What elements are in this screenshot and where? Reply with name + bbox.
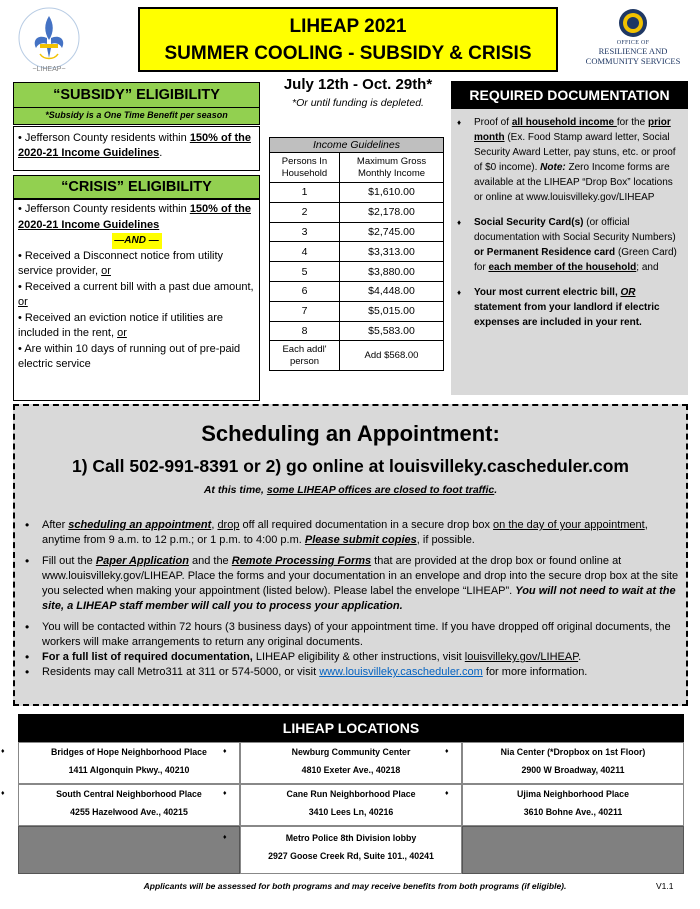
col-income-header: Maximum Gross Monthly Income	[340, 153, 444, 183]
doc1-note-label: Note:	[540, 162, 566, 173]
table-row	[270, 222, 444, 242]
location-name: ♦ Bridges of Hope Neighborhood Place	[19, 743, 239, 761]
location-card	[240, 742, 462, 784]
liheap-link[interactable]: louisvilleky.gov/LIHEAP	[464, 651, 579, 663]
table-row	[270, 301, 444, 321]
or-text: or	[18, 296, 28, 308]
income-guidelines-table	[269, 137, 444, 371]
location-name: ♦ South Central Neighborhood Place	[19, 785, 239, 803]
doc2-f: ; and	[636, 262, 659, 273]
location-card	[18, 742, 240, 784]
version-label: V1.1	[656, 881, 674, 891]
income-table-caption: Income Guidelines	[270, 138, 444, 153]
b4-a: For a full list of required documentation,	[42, 651, 253, 663]
table-row	[270, 341, 444, 371]
doc3-b: statement from your landlord if electric expenses are included in your rent.	[474, 302, 660, 328]
income-cell: $1,610.00	[340, 183, 444, 203]
location-name: ♦ Ujima Neighborhood Place	[463, 785, 683, 803]
location-address: 4255 Hazelwood Ave., 40215	[70, 807, 188, 817]
income-cell: $2,178.00	[340, 202, 444, 222]
location-name: ♦ Newburg Community Center	[241, 743, 461, 761]
addl-person-value: Add $568.00	[340, 341, 444, 371]
doc1-b: all household income	[511, 117, 617, 128]
subsidy-item-emph: 150% of the 2020-21 Income Guidelines	[18, 132, 251, 159]
b1-b: scheduling an appointment	[68, 519, 212, 531]
income-cell: $2,745.00	[340, 222, 444, 242]
crisis-item-5-text: Are within 10 days of running out of pre-paid electric service	[18, 342, 241, 370]
program-dates-note: *Or until funding is depleted.	[292, 97, 424, 109]
crisis-item-4: • Received an eviction notice if utilities are included in the rent, or	[18, 311, 224, 339]
list-item	[23, 665, 683, 680]
b1-e: off all required documentation in a secure drop box	[239, 519, 494, 531]
income-cell: $5,583.00	[340, 321, 444, 341]
locations-grid	[18, 742, 684, 874]
list-item	[23, 518, 683, 548]
b2-e: that are provided at the drop box or found online at www.louisvilleky.gov/LIHEAP. Place the forms and your documentation in an envelope and drop into the secure drop box at the site you selected when making your appointment (listed below). Please label the envelope “LIHEAP”.	[42, 555, 679, 597]
crisis-item-1: • Jefferson County residents within 150% of the 2020-21 Income Guidelines	[18, 203, 251, 231]
col-persons-header: Persons In Household	[270, 153, 340, 183]
location-name: ♦ Metro Police 8th Division lobby	[241, 829, 461, 847]
crisis-heading: “CRISIS” ELIGIBILITY	[13, 175, 260, 199]
crisis-criteria	[13, 199, 260, 401]
required-docs-heading: REQUIRED DOCUMENTATION	[451, 81, 688, 109]
b3: You will be contacted within 72 hours (3 business days) of your appointment time. If you have dropped off original documents, the workers will make arrangements to return any original documents.	[42, 621, 671, 648]
list-item	[457, 215, 680, 275]
list-item	[23, 554, 683, 614]
rcs-logo	[578, 8, 688, 78]
persons-cell: 6	[270, 281, 340, 301]
persons-cell: 3	[270, 222, 340, 242]
list-item	[457, 115, 680, 205]
scheduling-section	[13, 404, 688, 706]
empty-cell	[18, 826, 240, 874]
doc1-note: Zero Income forms are available at the LIHEAP “Drop Box” locations or online at www.louisvilleky.gov/LIHEAP	[474, 162, 673, 203]
subsidy-item-text: Jefferson County residents within	[24, 132, 190, 144]
b1-g: , anytime from 9 a.m. to 12 p.m.; or 1 p.m. to 4:00 p.m.	[42, 519, 648, 546]
crisis-item-3: • Received a current bill with a past due amount, or	[18, 280, 254, 308]
crisis-item-2-text: Received a Disconnect notice from utility service provider,	[18, 249, 224, 277]
note-c: .	[494, 484, 498, 496]
or-text: or	[101, 265, 111, 277]
persons-cell: 5	[270, 262, 340, 282]
location-address: 3610 Bohne Ave., 40211	[523, 807, 623, 817]
scheduling-subtitle: 1) Call 502-991-8391 or 2) go online at louisvilleky.cascheduler.com	[72, 456, 629, 476]
crisis-item-3-text: Received a current bill with a past due amount,	[24, 280, 254, 293]
doc1-a: Proof of	[474, 117, 512, 128]
locations-heading: LIHEAP LOCATIONS	[18, 714, 684, 742]
persons-cell: 8	[270, 321, 340, 341]
scheduling-note	[15, 484, 686, 496]
location-card	[240, 826, 462, 874]
location-address: 4810 Exeter Ave., 40218	[301, 765, 401, 775]
footer-note: Applicants will be assessed for both programs and may receive benefits from both programs (if eligible).	[143, 881, 567, 891]
page-title	[138, 7, 558, 72]
note-a: At this time,	[203, 484, 267, 496]
location-address: 3410 Lees Ln, 40216	[308, 807, 394, 817]
b4-b: LIHEAP eligibility & other instructions, visit	[252, 651, 465, 663]
logo-office: OFFICE OF	[616, 40, 650, 46]
crisis-item-1-emph: 150% of the 2020-21 Income Guidelines	[18, 203, 251, 231]
location-card	[462, 784, 684, 826]
crisis-item-1-text: Jefferson County residents within	[24, 203, 190, 215]
doc2-c: or Permanent Residence card	[474, 247, 616, 258]
table-row	[270, 262, 444, 282]
b2-a: Fill out the	[42, 555, 96, 567]
table-row	[270, 183, 444, 203]
city-seal-icon	[618, 8, 648, 38]
persons-cell: 4	[270, 242, 340, 262]
logo-org-line2: COMMUNITY SERVICES	[585, 56, 681, 66]
scheduling-instructions	[23, 518, 683, 680]
empty-cell	[462, 826, 684, 874]
addl-person-label: Each addl' person	[270, 341, 340, 371]
persons-cell: 7	[270, 301, 340, 321]
title-line1: LIHEAP 2021	[289, 16, 407, 37]
doc2-e: each member of the household	[488, 262, 637, 273]
location-address: 2927 Goose Creek Rd, Suite 101., 40241	[268, 851, 434, 861]
income-cell: $3,313.00	[340, 242, 444, 262]
and-separator: —AND —	[112, 233, 162, 249]
persons-cell: 2	[270, 202, 340, 222]
b2-c: and the	[188, 555, 232, 567]
liheap-logo-text: ~LIHEAP~	[32, 66, 66, 73]
subsidy-subheading: *Subsidy is a One Time Benefit per season	[13, 108, 260, 125]
income-cell: $4,448.00	[340, 281, 444, 301]
location-name: ♦ Nia Center (*Dropbox on 1st Floor)	[463, 743, 683, 761]
doc1-d: prior month	[474, 117, 671, 143]
subsidy-heading: “SUBSIDY” ELIGIBILITY	[13, 82, 260, 108]
b1-c: ,	[211, 519, 218, 531]
doc3-a: Your most current electric bill,	[474, 287, 621, 298]
location-card	[462, 742, 684, 784]
location-card	[18, 784, 240, 826]
title-line2: SUMMER COOLING - SUBSIDY & CRISIS	[164, 43, 532, 64]
b5-a: Residents may call Metro311 at 311 or 574-5000, or visit	[42, 666, 320, 678]
doc2-b: (or official documentation with Social Security Numbers)	[474, 217, 676, 243]
b2-f: You will not need to wait at the site, a LIHEAP staff member will call you to process your application.	[42, 585, 676, 612]
doc1-e: (Ex. Food Stamp award letter, Social Security Award Letter, pay stuns, etc. or proof of $0 income).	[474, 132, 676, 173]
list-item	[23, 620, 683, 650]
b5-b: for more information.	[482, 666, 588, 678]
location-name: ♦ Cane Run Neighborhood Place	[241, 785, 461, 803]
b1-i: , if possible.	[416, 534, 475, 546]
required-docs-list	[451, 109, 688, 395]
income-cell: $5,015.00	[340, 301, 444, 321]
b1-f: on the day of your appointment	[493, 519, 645, 531]
table-row	[270, 202, 444, 222]
b2-b: Paper Application	[95, 555, 189, 567]
list-item	[457, 285, 680, 330]
b2-d: Remote Processing Forms	[231, 555, 372, 567]
table-row	[270, 281, 444, 301]
crisis-item-5: • Are within 10 days of running out of pre-paid electric service	[18, 342, 241, 370]
list-item	[23, 650, 683, 665]
crisis-item-4-text: Received an eviction notice if utilities are included in the rent,	[18, 311, 224, 339]
cascheduler-link[interactable]: www.louisvilleky.cascheduler.com	[319, 666, 483, 678]
doc1-c: for the	[616, 117, 648, 128]
doc2-d: (Green Card) for	[474, 247, 677, 273]
doc2-a: Social Security Card(s)	[474, 217, 584, 228]
note-b: some LIHEAP offices are closed to foot traffic	[266, 484, 495, 496]
subsidy-criteria: • Jefferson County residents within 150% of the 2020-21 Income Guidelines.	[13, 126, 260, 171]
location-address: 1411 Algonquin Pkwy., 40210	[68, 765, 190, 775]
program-dates: July 12th - Oct. 29th*	[283, 76, 433, 93]
location-address: 2900 W Broadway, 40211	[521, 765, 625, 775]
income-cell: $3,880.00	[340, 262, 444, 282]
logo-org-line1: RESILIENCE AND	[598, 46, 668, 56]
doc3-or: OR	[620, 287, 636, 298]
scheduling-title: Scheduling an Appointment:	[201, 421, 500, 446]
or-text: or	[117, 327, 127, 339]
b4-c: .	[578, 651, 582, 663]
table-row	[270, 242, 444, 262]
location-card	[240, 784, 462, 826]
b1-a: After	[42, 519, 69, 531]
b1-h: Please submit copies	[304, 534, 417, 546]
crisis-item-2: • Received a Disconnect notice from utility service provider, or	[18, 249, 224, 277]
table-row	[270, 321, 444, 341]
liheap-logo	[14, 4, 84, 78]
subsidy-item-suffix: .	[159, 147, 163, 159]
b1-d: drop	[217, 519, 240, 531]
persons-cell: 1	[270, 183, 340, 203]
